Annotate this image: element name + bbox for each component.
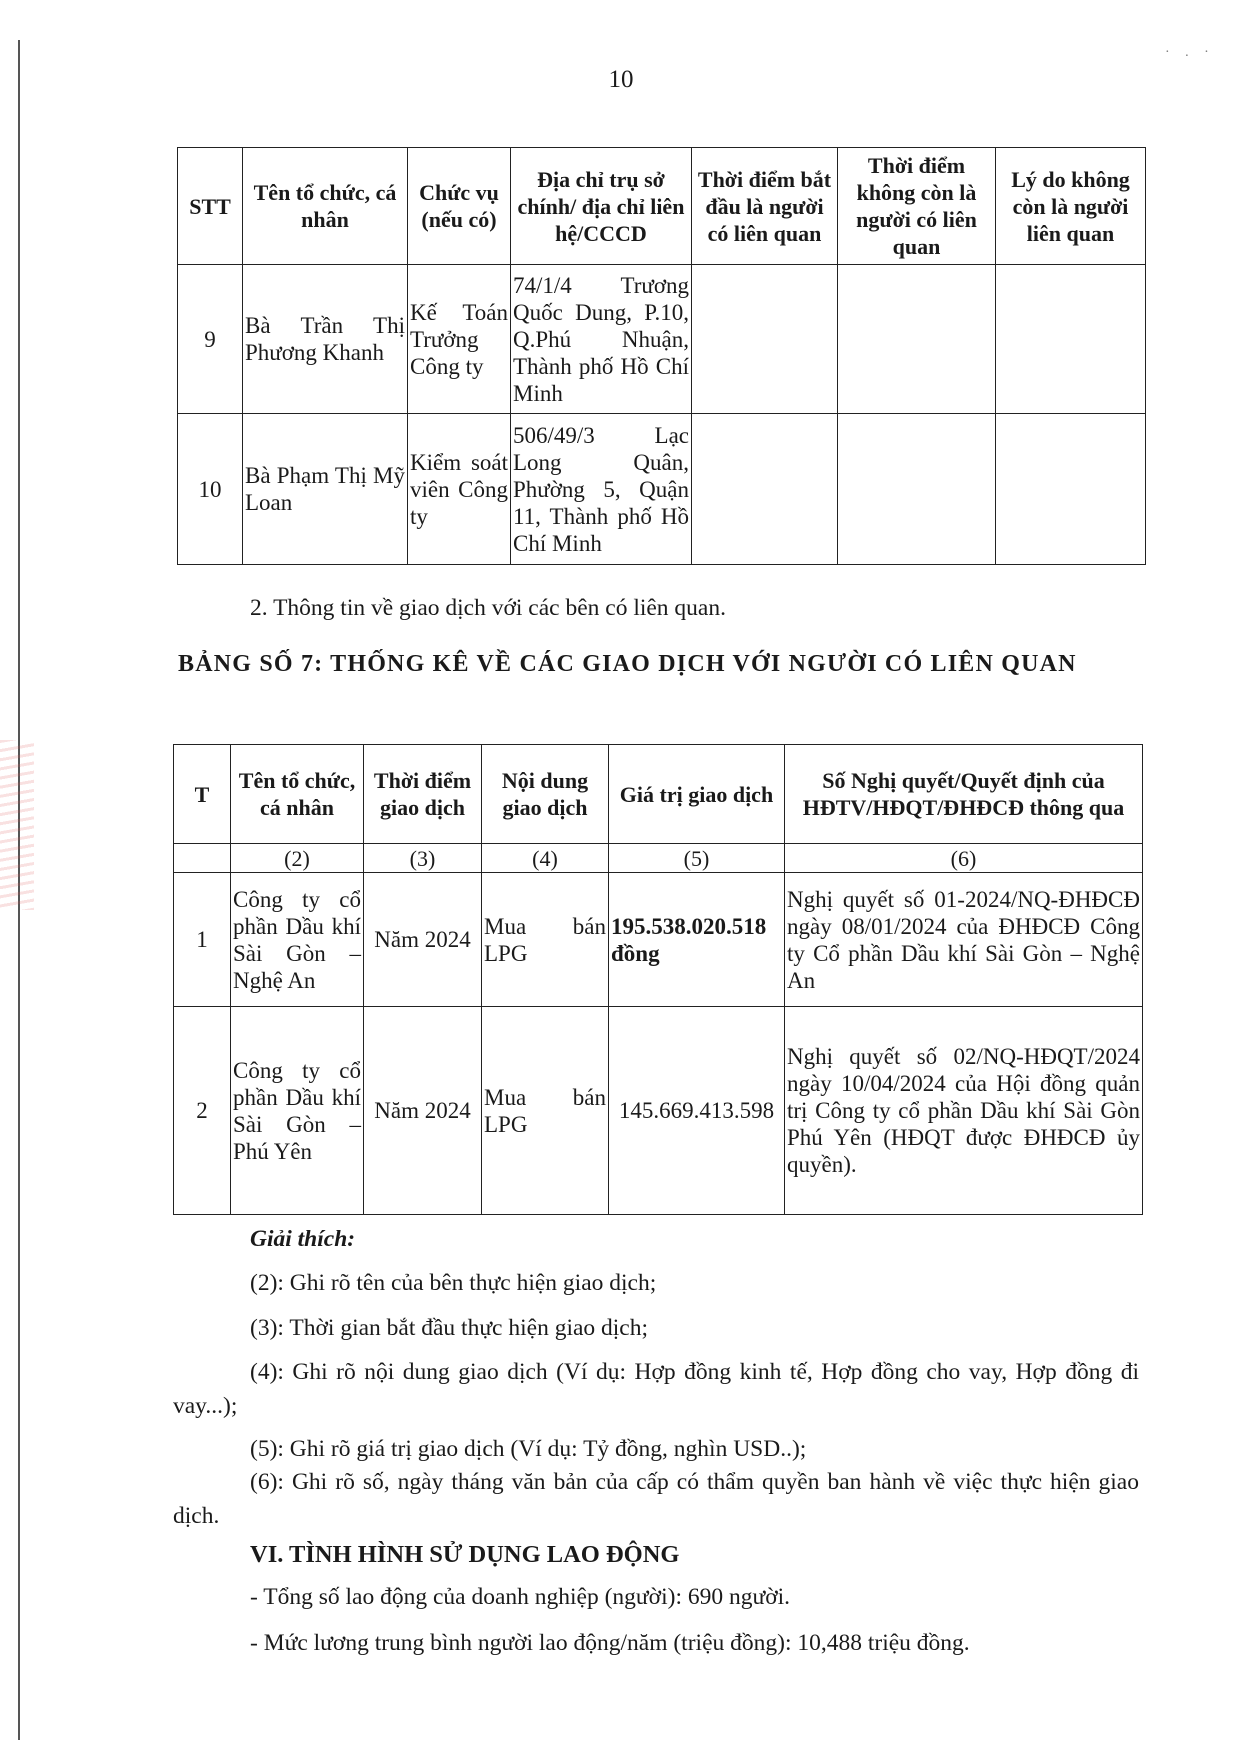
cell-reason [996, 414, 1146, 565]
header-no: T [174, 745, 231, 844]
cell-name: Bà Phạm Thị Mỹ Loan [243, 414, 408, 565]
cell-content: Mua bán LPG [482, 1007, 609, 1215]
header-name: Tên tổ chức, cá nhân [231, 745, 364, 844]
header-end: Thời điểm không còn là người có liên quan [838, 148, 996, 265]
table-header-row [174, 745, 1143, 844]
cell-address: 506/49/3 Lạc Long Quân, Phường 5, Quận 11, Thành phố Hồ Chí Minh [511, 414, 692, 565]
cell-no: 2 [174, 1007, 231, 1215]
explanation-title: Giải thích: [250, 1226, 356, 1252]
cell-no: 1 [174, 873, 231, 1007]
explanation-item: (3): Thời gian bắt đầu thực hiện giao dịch; [250, 1315, 649, 1341]
scan-artifact: · . · [1165, 45, 1215, 60]
table-row [174, 873, 1143, 1007]
cell-address: 74/1/4 Trương Quốc Dung, P.10, Q.Phú Nhuận, Thành phố Hồ Chí Minh [511, 265, 692, 414]
cell-content: Mua bán LPG [482, 873, 609, 1007]
explanation-item: (5): Ghi rõ giá trị giao dịch (Ví dụ: Tỷ đồng, nghìn USD..); [250, 1436, 807, 1462]
table-row [174, 1007, 1143, 1215]
header-start: Thời điểm bắt đầu là người có liên quan [692, 148, 838, 265]
cell-stt: 9 [178, 265, 243, 414]
cell-resolution: Nghị quyết số 02/NQ-HĐQT/2024 ngày 10/04/2024 của Hội đồng quản trị Công ty cổ phần Dầu khí Sài Gòn Phú Yên (HĐQT được ĐHĐCĐ ủy quyền). [785, 1007, 1143, 1215]
average-salary-line: - Mức lương trung bình người lao động/năm (triệu đồng): 10,488 triệu đồng. [250, 1630, 970, 1656]
header-value: Giá trị giao dịch [609, 745, 785, 844]
sub-6: (6) [785, 844, 1143, 873]
sub-3: (3) [364, 844, 482, 873]
table-7-title: BẢNG SỐ 7: THỐNG KÊ VỀ CÁC GIAO DỊCH VỚI NGƯỜI CÓ LIÊN QUAN [178, 651, 1077, 677]
table-row [178, 265, 1146, 414]
cell-stt: 10 [178, 414, 243, 565]
header-address: Địa chỉ trụ sở chính/ địa chỉ liên hệ/CCCD [511, 148, 692, 265]
related-persons-table [177, 147, 1146, 565]
explanation-item: (2): Ghi rõ tên của bên thực hiện giao dịch; [250, 1270, 657, 1296]
header-stt: STT [178, 148, 243, 265]
section-2-title: 2. Thông tin về giao dịch với các bên có liên quan. [250, 595, 726, 621]
labor-total-line: - Tổng số lao động của doanh nghiệp (người): 690 người. [250, 1584, 791, 1610]
cell-time: Năm 2024 [364, 873, 482, 1007]
header-position: Chức vụ (nếu có) [408, 148, 511, 265]
table-row [178, 414, 1146, 565]
cell-reason [996, 265, 1146, 414]
cell-position: Kiểm soát viên Công ty [408, 414, 511, 565]
table-subheader-row [174, 844, 1143, 873]
sub-4: (4) [482, 844, 609, 873]
sub-2: (2) [231, 844, 364, 873]
sub-1 [174, 844, 231, 873]
cell-name: Công ty cổ phần Dầu khí Sài Gòn – Phú Yên [231, 1007, 364, 1215]
red-stamp-fragment [0, 740, 34, 910]
cell-resolution: Nghị quyết số 01-2024/NQ-ĐHĐCĐ ngày 08/01/2024 của ĐHĐCĐ Công ty Cổ phần Dầu khí Sài Gòn – Nghệ An [785, 873, 1143, 1007]
explanation-item: (4): Ghi rõ nội dung giao dịch (Ví dụ: Hợp đồng kinh tế, Hợp đồng cho vay, Hợp đồng đi vay...); [173, 1359, 1139, 1419]
header-name: Tên tổ chức, cá nhân [243, 148, 408, 265]
explanation-item: (6): Ghi rõ số, ngày tháng văn bản của cấp có thẩm quyền ban hành về việc thực hiện giao dịch. [173, 1469, 1139, 1529]
cell-value: 195.538.020.518 đồng [609, 873, 785, 1007]
section-vi-title: VI. TÌNH HÌNH SỬ DỤNG LAO ĐỘNG [250, 1541, 680, 1568]
cell-start [692, 414, 838, 565]
header-content: Nội dung giao dịch [482, 745, 609, 844]
header-time: Thời điểm giao dịch [364, 745, 482, 844]
page-number: 10 [608, 66, 634, 93]
cell-position: Kế Toán Trưởng Công ty [408, 265, 511, 414]
sub-5: (5) [609, 844, 785, 873]
transactions-table [173, 744, 1143, 1215]
cell-name: Bà Trần Thị Phương Khanh [243, 265, 408, 414]
cell-value: 145.669.413.598 [609, 1007, 785, 1215]
header-reason: Lý do không còn là người liên quan [996, 148, 1146, 265]
cell-name: Công ty cổ phần Dầu khí Sài Gòn – Nghệ An [231, 873, 364, 1007]
cell-time: Năm 2024 [364, 1007, 482, 1215]
cell-end [838, 265, 996, 414]
cell-end [838, 414, 996, 565]
header-resolution: Số Nghị quyết/Quyết định của HĐTV/HĐQT/ĐHĐCĐ thông qua [785, 745, 1143, 844]
table-header-row [178, 148, 1146, 265]
cell-start [692, 265, 838, 414]
